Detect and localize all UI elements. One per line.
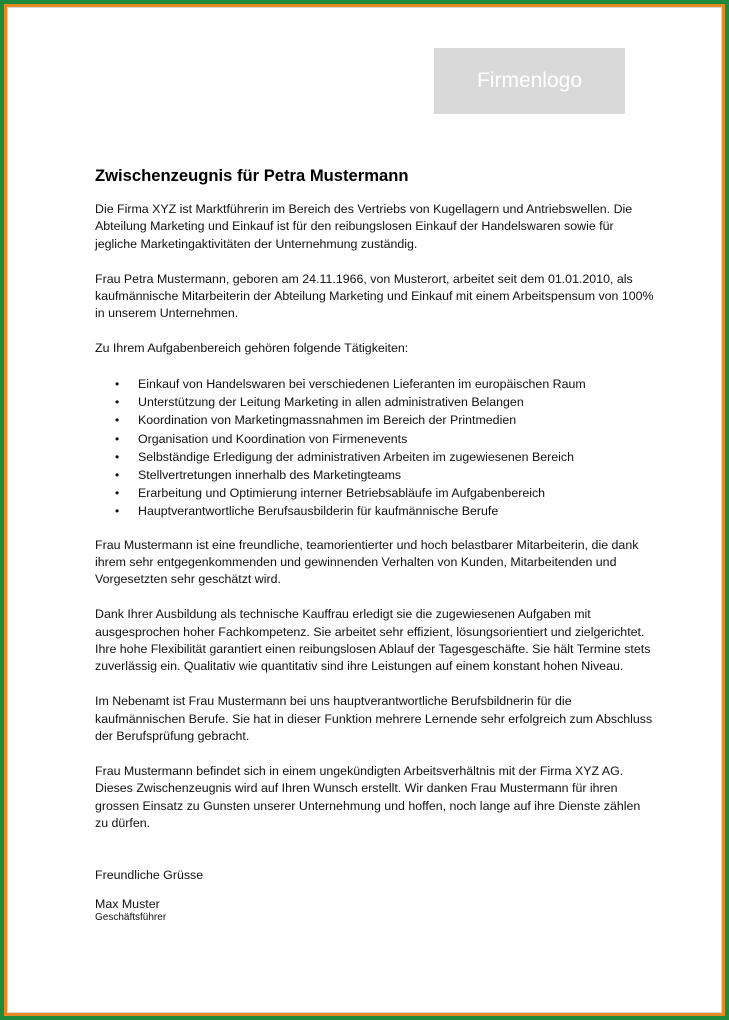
signature-role: Geschäftsführer <box>95 912 167 924</box>
list-item: • Hauptverantwortliche Berufsausbilderin für kaufmännische Berufe <box>138 502 655 520</box>
closing-greeting: Freundliche Grüsse <box>95 867 204 882</box>
list-item: • Unterstützung der Leitung Marketing in allen administrativen Belangen <box>138 393 655 411</box>
list-item: • Organisation und Koordination von Firmenevents <box>138 430 655 448</box>
task-list <box>95 375 655 521</box>
paragraph-company-intro: Die Firma XYZ ist Marktführerin im Bereich des Vertriebs von Kugellagern und Antriebswellen. Die Abteilung Marketing und Einkauf ist für den reibungslosen Einkauf der Handelswaren sowie für jegliche Marketingaktivitäten der Unternehmung zuständig. <box>95 202 633 251</box>
list-item: • Stellvertretungen innerhalb des Marketingteams <box>138 466 655 484</box>
document-body <box>95 164 655 924</box>
document-title: Zwischenzeugnis für Petra Mustermann <box>95 166 409 185</box>
paragraph-conclusion: Frau Mustermann befindet sich in einem ungekündigten Arbeitsverhältnis mit der Firma XYZ AG. Dieses Zwischenzeugnis wird auf Ihren Wunsch erstellt. Wir danken Frau Mustermann für ihren grossen Einsatz zu Gunsten unserer Unternehmung und hoffen, noch lange auf ihre Dienste zählen zu dürfen. <box>95 763 641 831</box>
paragraph-side-role: Im Nebenamt ist Frau Mustermann bei uns hauptverantwortliche Berufsbildnerin für die kaufmännischen Berufe. Sie hat in dieser Funktion mehrere Lernende sehr erfolgreich zum Abschluss der Berufsprüfung gebracht. <box>95 694 653 744</box>
signature-name: Max Muster <box>95 896 160 911</box>
paragraph-behavior: Frau Mustermann ist eine freundliche, teamorientierter und hoch belastbarer Mitarbeiterin, die dank ihrem sehr entgegenkommenden und gewinnenden Verhalten von Kunden, Mitarbeitenden und Vorgesetzten sehr geschätzt wird. <box>95 537 639 587</box>
list-item: • Selbständige Erledigung der administrativen Arbeiten im zugewiesenen Bereich <box>138 448 655 466</box>
list-item: • Koordination von Marketingmassnahmen im Bereich der Printmedien <box>138 411 655 429</box>
paragraph-tasks-intro: Zu Ihrem Aufgabenbereich gehören folgende Tätigkeiten: <box>95 341 409 356</box>
paragraph-employee-info: Frau Petra Mustermann, geboren am 24.11.1966, von Musterort, arbeitet seit dem 01.01.2010, als kaufmännische Mitarbeiterin der Abteilung Marketing und Einkauf mit einem Arbeitspensum von 100% in unserem Unternehmen. <box>95 271 654 321</box>
logo-text: Firmenlogo <box>476 69 583 92</box>
company-logo-placeholder <box>434 48 625 114</box>
paragraph-performance: Dank Ihrer Ausbildung als technische Kauffrau erledigt sie die zugewiesenen Aufgaben mit ausgesprochen hoher Fachkompetenz. Sie arbeitet sehr effizient, lösungsorientiert und zielgerichtet. Ihre hohe Flexibilität garantiert einen reibungslosen Ablauf der Tagesgeschäfte. Sie hält Termine stets zuverlässig ein. Qualitativ wie quantitativ sind ihre Leistungen auf einem konstant hohen Niveau. <box>95 607 651 674</box>
list-item: • Einkauf von Handelswaren bei verschiedenen Lieferanten im europäischen Raum <box>138 375 655 393</box>
list-item: • Erarbeitung und Optimierung interner Betriebsabläufe im Aufgabenbereich <box>138 484 655 502</box>
